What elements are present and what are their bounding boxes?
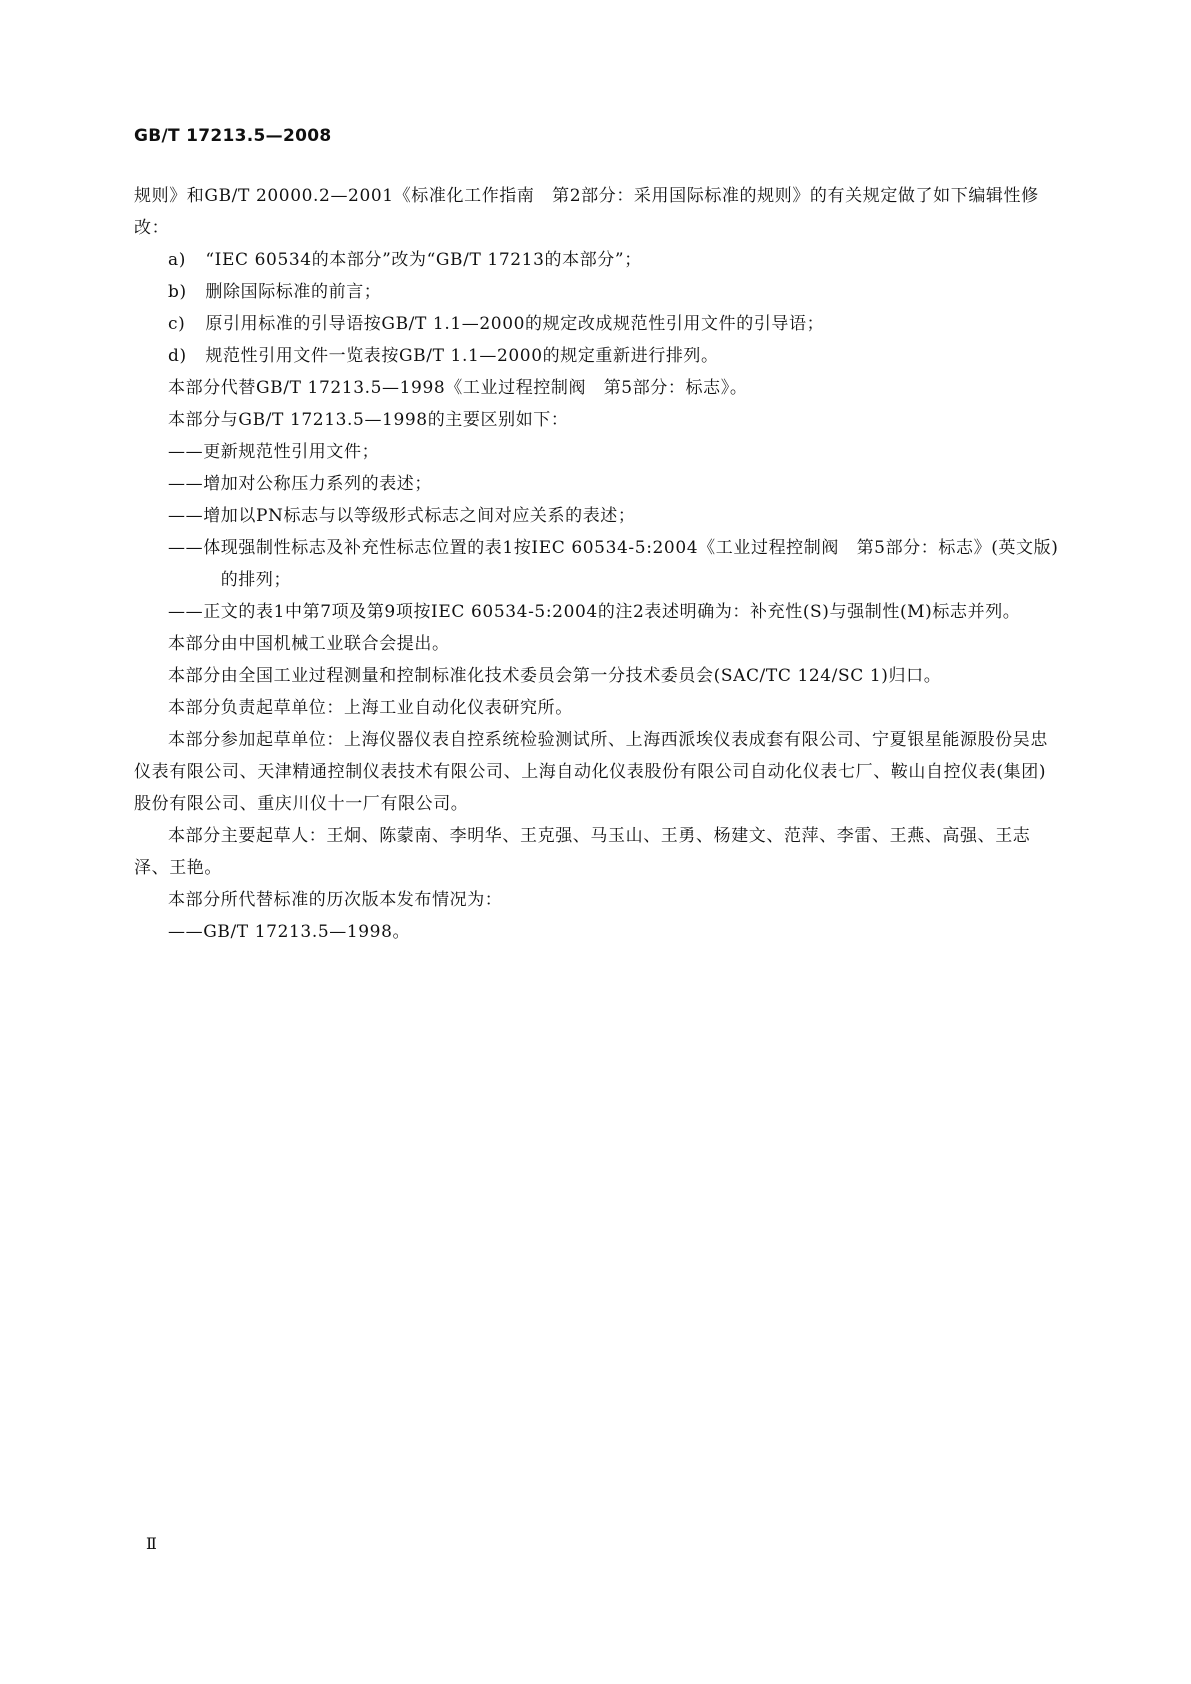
list-item-label: d) bbox=[168, 346, 187, 366]
list-item bbox=[134, 308, 1060, 340]
paragraph-drafters: 本部分主要起草人：王炯、陈蒙南、李明华、王克强、马玉山、王勇、杨建文、范萍、李雷、王燕、高强、王志泽、王艳。 bbox=[134, 826, 1031, 878]
foreword-body bbox=[134, 180, 1060, 948]
paragraph-drafting-lead: 本部分负责起草单位：上海工业自动化仪表研究所。 bbox=[168, 698, 573, 718]
paragraph-centralized-by: 本部分由全国工业过程测量和控制标准化技术委员会第一分技术委员会(SAC/TC 124/SC 1)归口。 bbox=[168, 666, 942, 686]
dash-list-item: ——增加以PN标志与以等级形式标志之间对应关系的表述； bbox=[168, 506, 636, 526]
list-item bbox=[134, 244, 1060, 276]
list-item bbox=[134, 276, 1060, 308]
dash-list-item: ——正文的表1中第7项及第9项按IEC 60534-5:2004的注2表述明确为：补充性(S)与强制性(M)标志并列。 bbox=[168, 602, 1021, 622]
list-item-label: c) bbox=[168, 314, 186, 334]
list-item-text: 规范性引用文件一览表按GB/T 1.1—2000的规定重新进行排列。 bbox=[205, 346, 719, 366]
paragraph-history-intro: 本部分所代替标准的历次版本发布情况为： bbox=[168, 890, 503, 910]
dash-list-item: ——体现强制性标志及补充性标志位置的表1按IEC 60534-5:2004《工业过程控制阀 第5部分：标志》(英文版)的排列； bbox=[168, 538, 1059, 590]
list-item-label: b) bbox=[168, 282, 187, 302]
paragraph-proposed-by: 本部分由中国机械工业联合会提出。 bbox=[168, 634, 450, 654]
paragraph-replaces: 本部分代替GB/T 17213.5—1998《工业过程控制阀 第5部分：标志》。 bbox=[168, 378, 748, 398]
paragraph-drafting-participants: 本部分参加起草单位：上海仪器仪表自控系统检验测试所、上海西派埃仪表成套有限公司、宁夏银星能源股份吴忠仪表有限公司、天津精通控制仪表技术有限公司、上海自动化仪表股份有限公司自动化仪表七厂、鞍山自控仪表(集团)股份有限公司、重庆川仪十一厂有限公司。 bbox=[134, 730, 1048, 814]
paragraph-differences-intro: 本部分与GB/T 17213.5—1998的主要区别如下： bbox=[168, 410, 569, 430]
dash-list-item: ——更新规范性引用文件； bbox=[168, 442, 380, 462]
list-item-text: 删除国际标准的前言； bbox=[205, 282, 382, 302]
page-number: Ⅱ bbox=[146, 1534, 157, 1553]
list-item-text: 原引用标准的引导语按GB/T 1.1—2000的规定改成规范性引用文件的引导语； bbox=[205, 314, 825, 334]
dash-list-item: ——增加对公称压力系列的表述； bbox=[168, 474, 432, 494]
paragraph-continuation: 规则》和GB/T 20000.2—2001《标准化工作指南 第2部分：采用国际标准的规则》的有关规定做了如下编辑性修改： bbox=[134, 186, 1039, 238]
document-code-header: GB/T 17213.5—2008 bbox=[134, 126, 332, 146]
list-item bbox=[134, 340, 1060, 372]
list-item-text: “IEC 60534的本部分”改为“GB/T 17213的本部分”； bbox=[205, 250, 642, 270]
list-item-label: a) bbox=[168, 250, 186, 270]
history-list-item: ——GB/T 17213.5—1998。 bbox=[168, 922, 411, 942]
